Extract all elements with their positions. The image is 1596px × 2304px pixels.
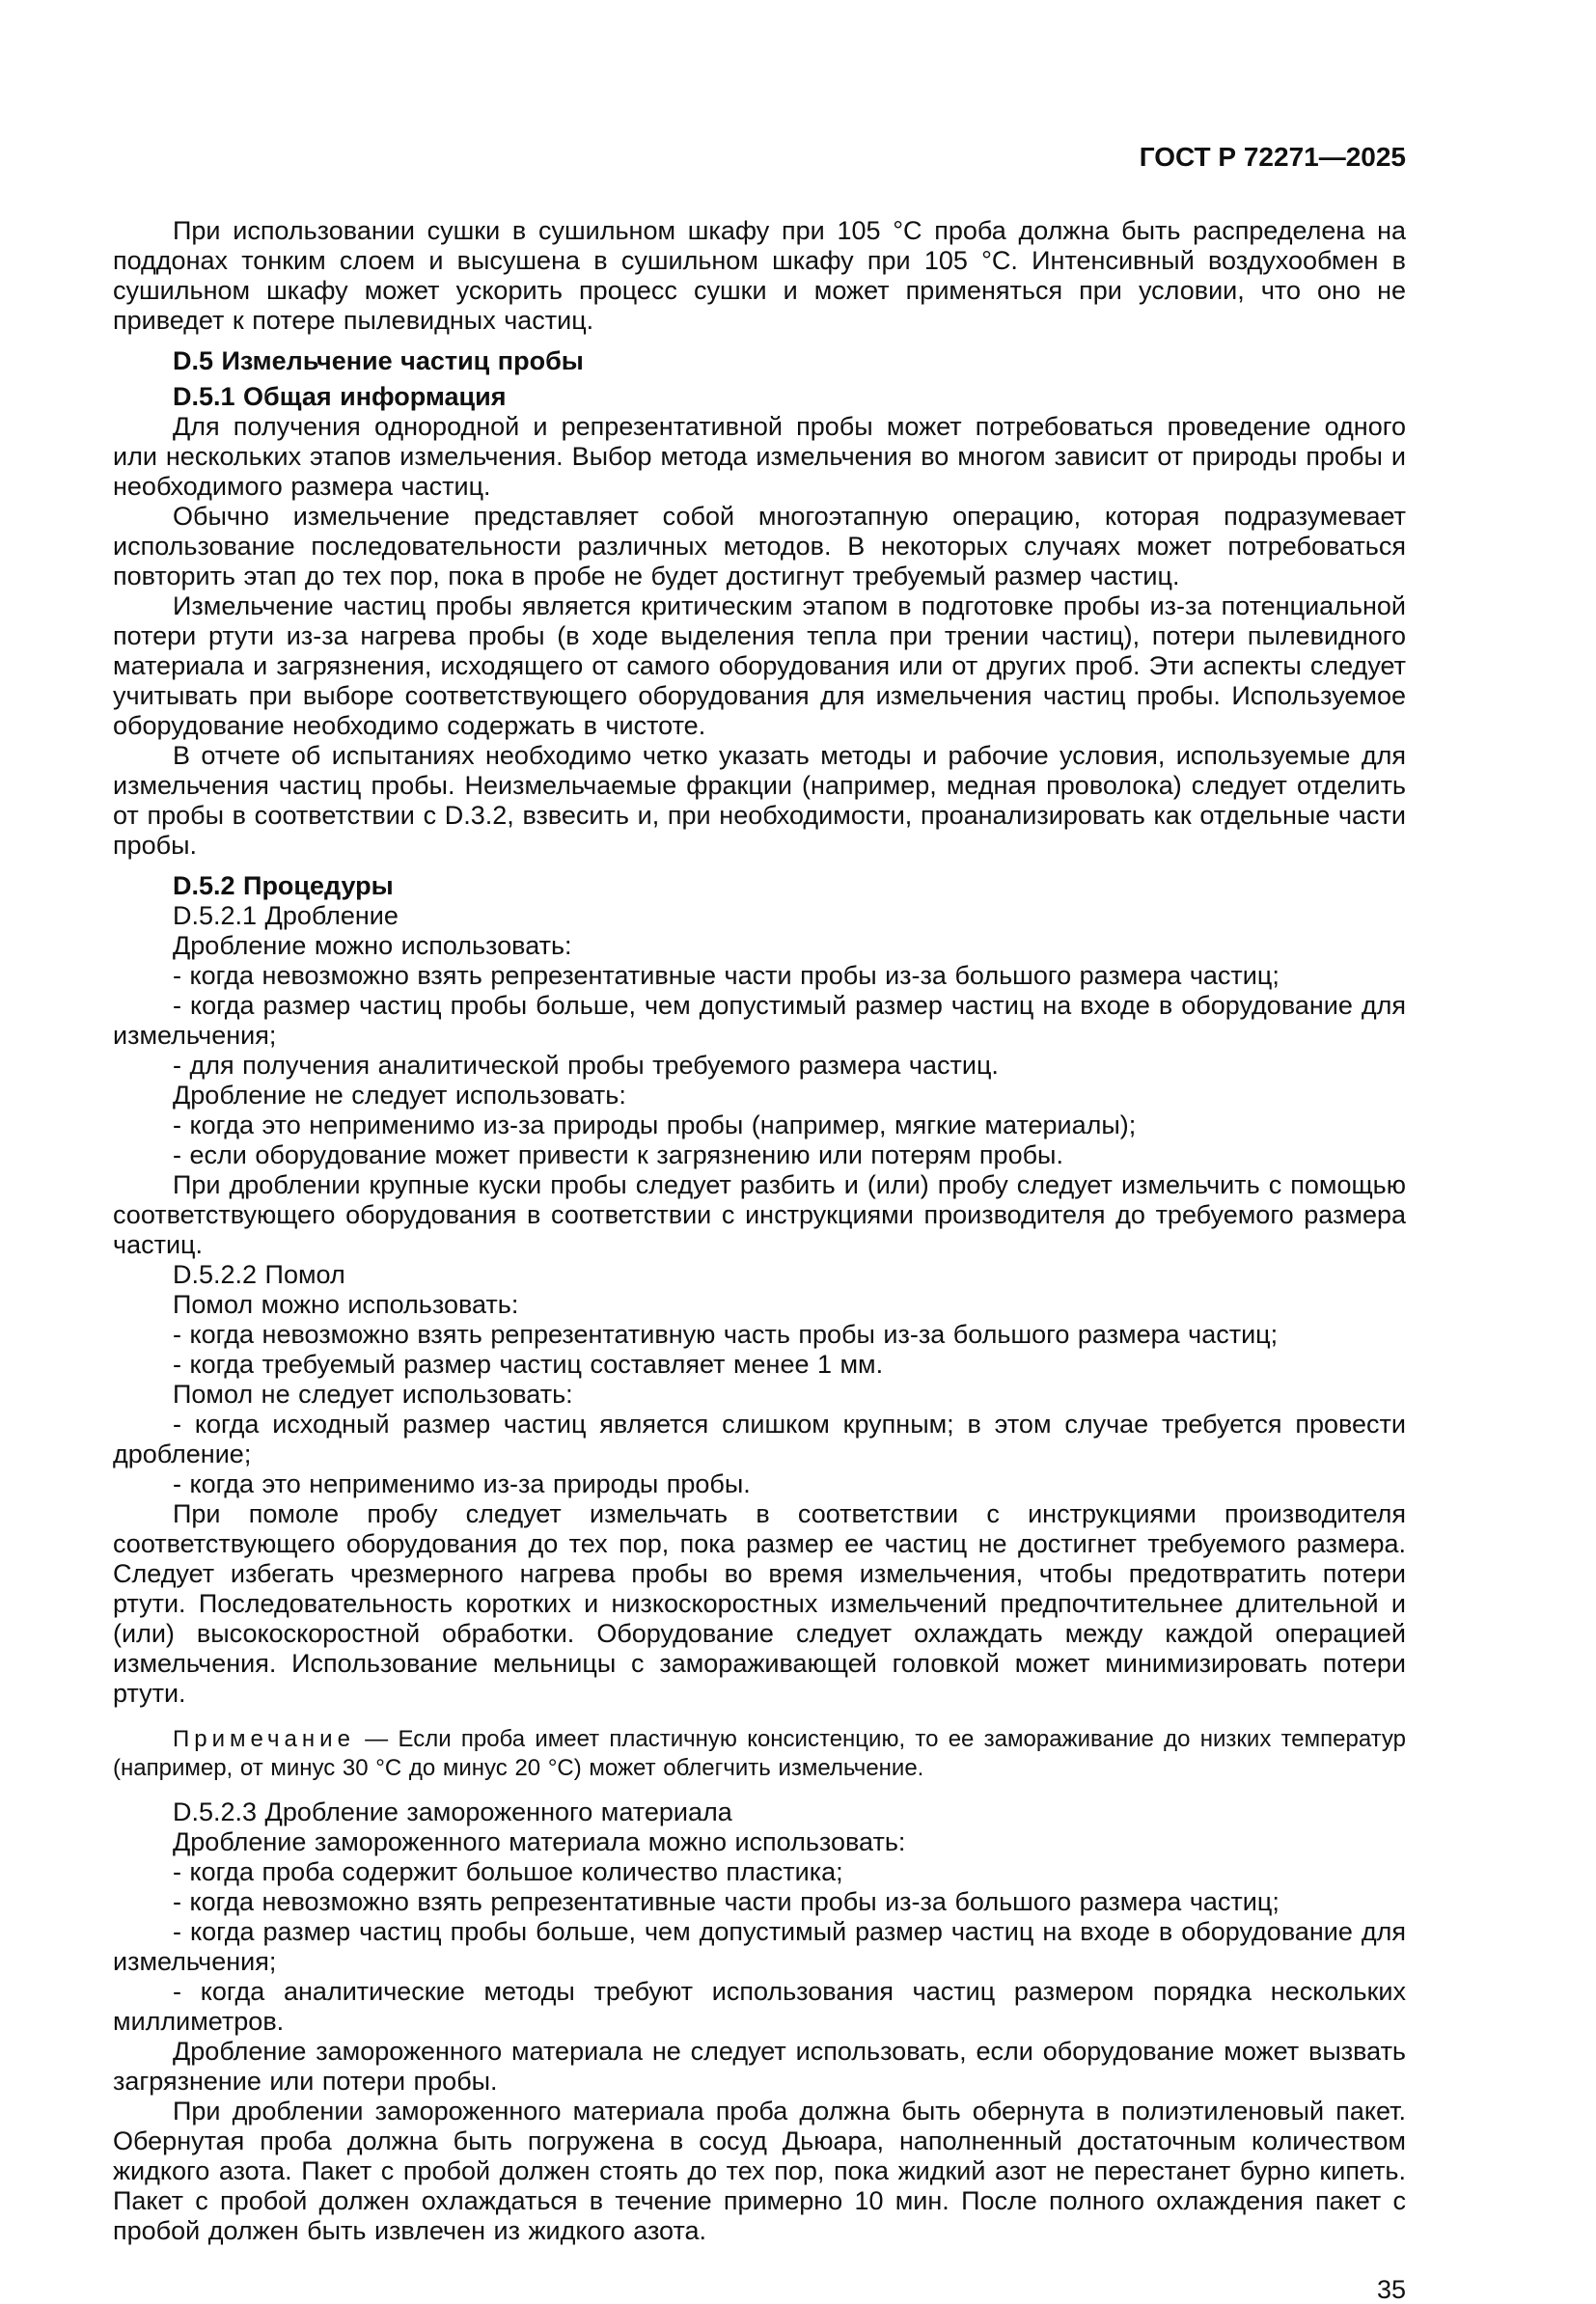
note-label: Примечание xyxy=(173,1726,355,1752)
list-item: - когда невозможно взять репрезентативные части пробы из-за большого размера частиц; xyxy=(173,1887,1280,1916)
section-heading: D.5.2 Процедуры xyxy=(173,871,394,900)
paragraph: Помол можно использовать: xyxy=(173,1290,519,1319)
paragraph: Дробление не следует использовать: xyxy=(173,1081,626,1110)
page-content xyxy=(113,143,1406,2304)
list-item: - когда исходный размер частиц является слишком крупным; в этом случае требуется провести дробление; xyxy=(113,1410,1406,1468)
list-item: - когда проба содержит большое количество пластика; xyxy=(173,1857,843,1886)
page-number: 35 xyxy=(1376,2275,1406,2304)
list-item: - когда размер частиц пробы больше, чем допустимый размер частиц на входе в оборудование для измельчения; xyxy=(113,991,1406,1050)
paragraph: В отчете об испытаниях необходимо четко указать методы и рабочие условия, используемые для измельчения частиц пробы. Неизмельчаемые фракции (например, медная проволока) следует отделить от пробы в соответствии с D.3.2, взвесить и, при необходимости, проанализировать как отдельные части пробы. xyxy=(113,741,1406,860)
paragraph: При помоле пробу следует измельчать в соответствии с инструкциями производителя соответствующего оборудования до тех пор, пока размер ее частиц не достигнет требуемого размера. Следует избегать чрезмерного нагрева пробы во время измельчения, чтобы предотвратить потери ртути. Последовательность коротких и низкоскоростных измельчений предпочтительнее длительной и (или) высокоскоростной обработки. Оборудование следует охлаждать между каждой операцией измельчения. Использование мельницы с замораживающей головкой может минимизировать потери ртути. xyxy=(113,1499,1406,1708)
list-item: - когда невозможно взять репрезентативную часть пробы из-за большого размера частиц; xyxy=(173,1320,1279,1349)
paragraph: Обычно измельчение представляет собой многоэтапную операцию, которая подразумевает использование последовательности различных методов. В некоторых случаях может потребоваться повторить этап до тех пор, пока в пробе не будет достигнут требуемый размер частиц. xyxy=(113,502,1406,590)
document-body xyxy=(113,216,1406,2246)
list-item: - когда это неприменимо из-за природы пробы. xyxy=(173,1469,751,1498)
doc-code-header: ГОСТ Р 72271—2025 xyxy=(1139,142,1406,172)
paragraph: Помол не следует использовать: xyxy=(173,1380,573,1409)
list-item: - когда требуемый размер частиц составляет менее 1 мм. xyxy=(173,1350,884,1379)
list-item: - когда аналитические методы требуют использования частиц размером порядка нескольких миллиметров. xyxy=(113,1977,1406,2036)
list-item: - когда размер частиц пробы больше, чем допустимый размер частиц на входе в оборудование для измельчения; xyxy=(113,1917,1406,1976)
paragraph: Измельчение частиц пробы является критическим этапом в подготовке пробы из-за потенциальной потери ртути из-за нагрева пробы (в ходе выделения тепла при трении частиц), потери пылевидного материала и загрязнения, исходящего от самого оборудования или от других проб. Эти аспекты следует учитывать при выборе соответствующего оборудования для измельчения частиц пробы. Используемое оборудование необходимо содержать в чистоте. xyxy=(113,591,1406,740)
paragraph: При дроблении замороженного материала проба должна быть обернута в полиэтиленовый пакет. Обернутая проба должна быть погружена в сосуд Дьюара, наполненный достаточным количеством жидкого азота. Пакет с пробой должен стоять до тех пор, пока жидкий азот не перестанет бурно кипеть. Пакет с пробой должен охлаждаться в течение примерно 10 мин. После полного охлаждения пакет с пробой должен быть извлечен из жидкого азота. xyxy=(113,2097,1406,2245)
subsection-heading: D.5.2.1 Дробление xyxy=(173,901,399,930)
list-item: - когда невозможно взять репрезентативные части пробы из-за большого размера частиц; xyxy=(173,961,1280,990)
subsection-heading: D.5.2.3 Дробление замороженного материала xyxy=(173,1797,732,1826)
list-item: - когда это неприменимо из-за природы пробы (например, мягкие материалы); xyxy=(173,1111,1137,1139)
list-item: - если оборудование может привести к загрязнению или потерям пробы. xyxy=(173,1140,1063,1169)
subsection-heading: D.5.2.2 Помол xyxy=(173,1260,345,1289)
paragraph: Для получения однородной и репрезентативной пробы может потребоваться проведение одного или нескольких этапов измельчения. Выбор метода измельчения во многом зависит от природы пробы и необходимого размера частиц. xyxy=(113,412,1406,501)
paragraph: Дробление можно использовать: xyxy=(173,931,572,960)
paragraph: Дробление замороженного материала не следует использовать, если оборудование может вызвать загрязнение или потери пробы. xyxy=(113,2037,1406,2096)
paragraph: При дроблении крупные куски пробы следует разбить и (или) пробу следует измельчить с помощью соответствующего оборудования в соответствии с инструкциями производителя до требуемого размера частиц. xyxy=(113,1170,1406,1259)
paragraph: При использовании сушки в сушильном шкафу при 105 °С проба должна быть распределена на поддонах тонким слоем и высушена в сушильном шкафу при 105 °С. Интенсивный воздухообмен в сушильном шкафу может ускорить процесс сушки и может применяться при условии, что оно не приведет к потере пылевидных частиц. xyxy=(113,216,1406,335)
note: Примечание — Если проба имеет пластичную консистенцию, то ее замораживание до низких температур (например, от минус 30 °С до минус 20 °С) может облегчить измельчение. xyxy=(113,1726,1406,1781)
list-item: - для получения аналитической пробы требуемого размера частиц. xyxy=(173,1051,999,1080)
section-heading: D.5.1 Общая информация xyxy=(173,382,507,411)
paragraph: Дробление замороженного материала можно использовать: xyxy=(173,1827,906,1856)
section-heading: D.5 Измельчение частиц пробы xyxy=(173,346,584,375)
